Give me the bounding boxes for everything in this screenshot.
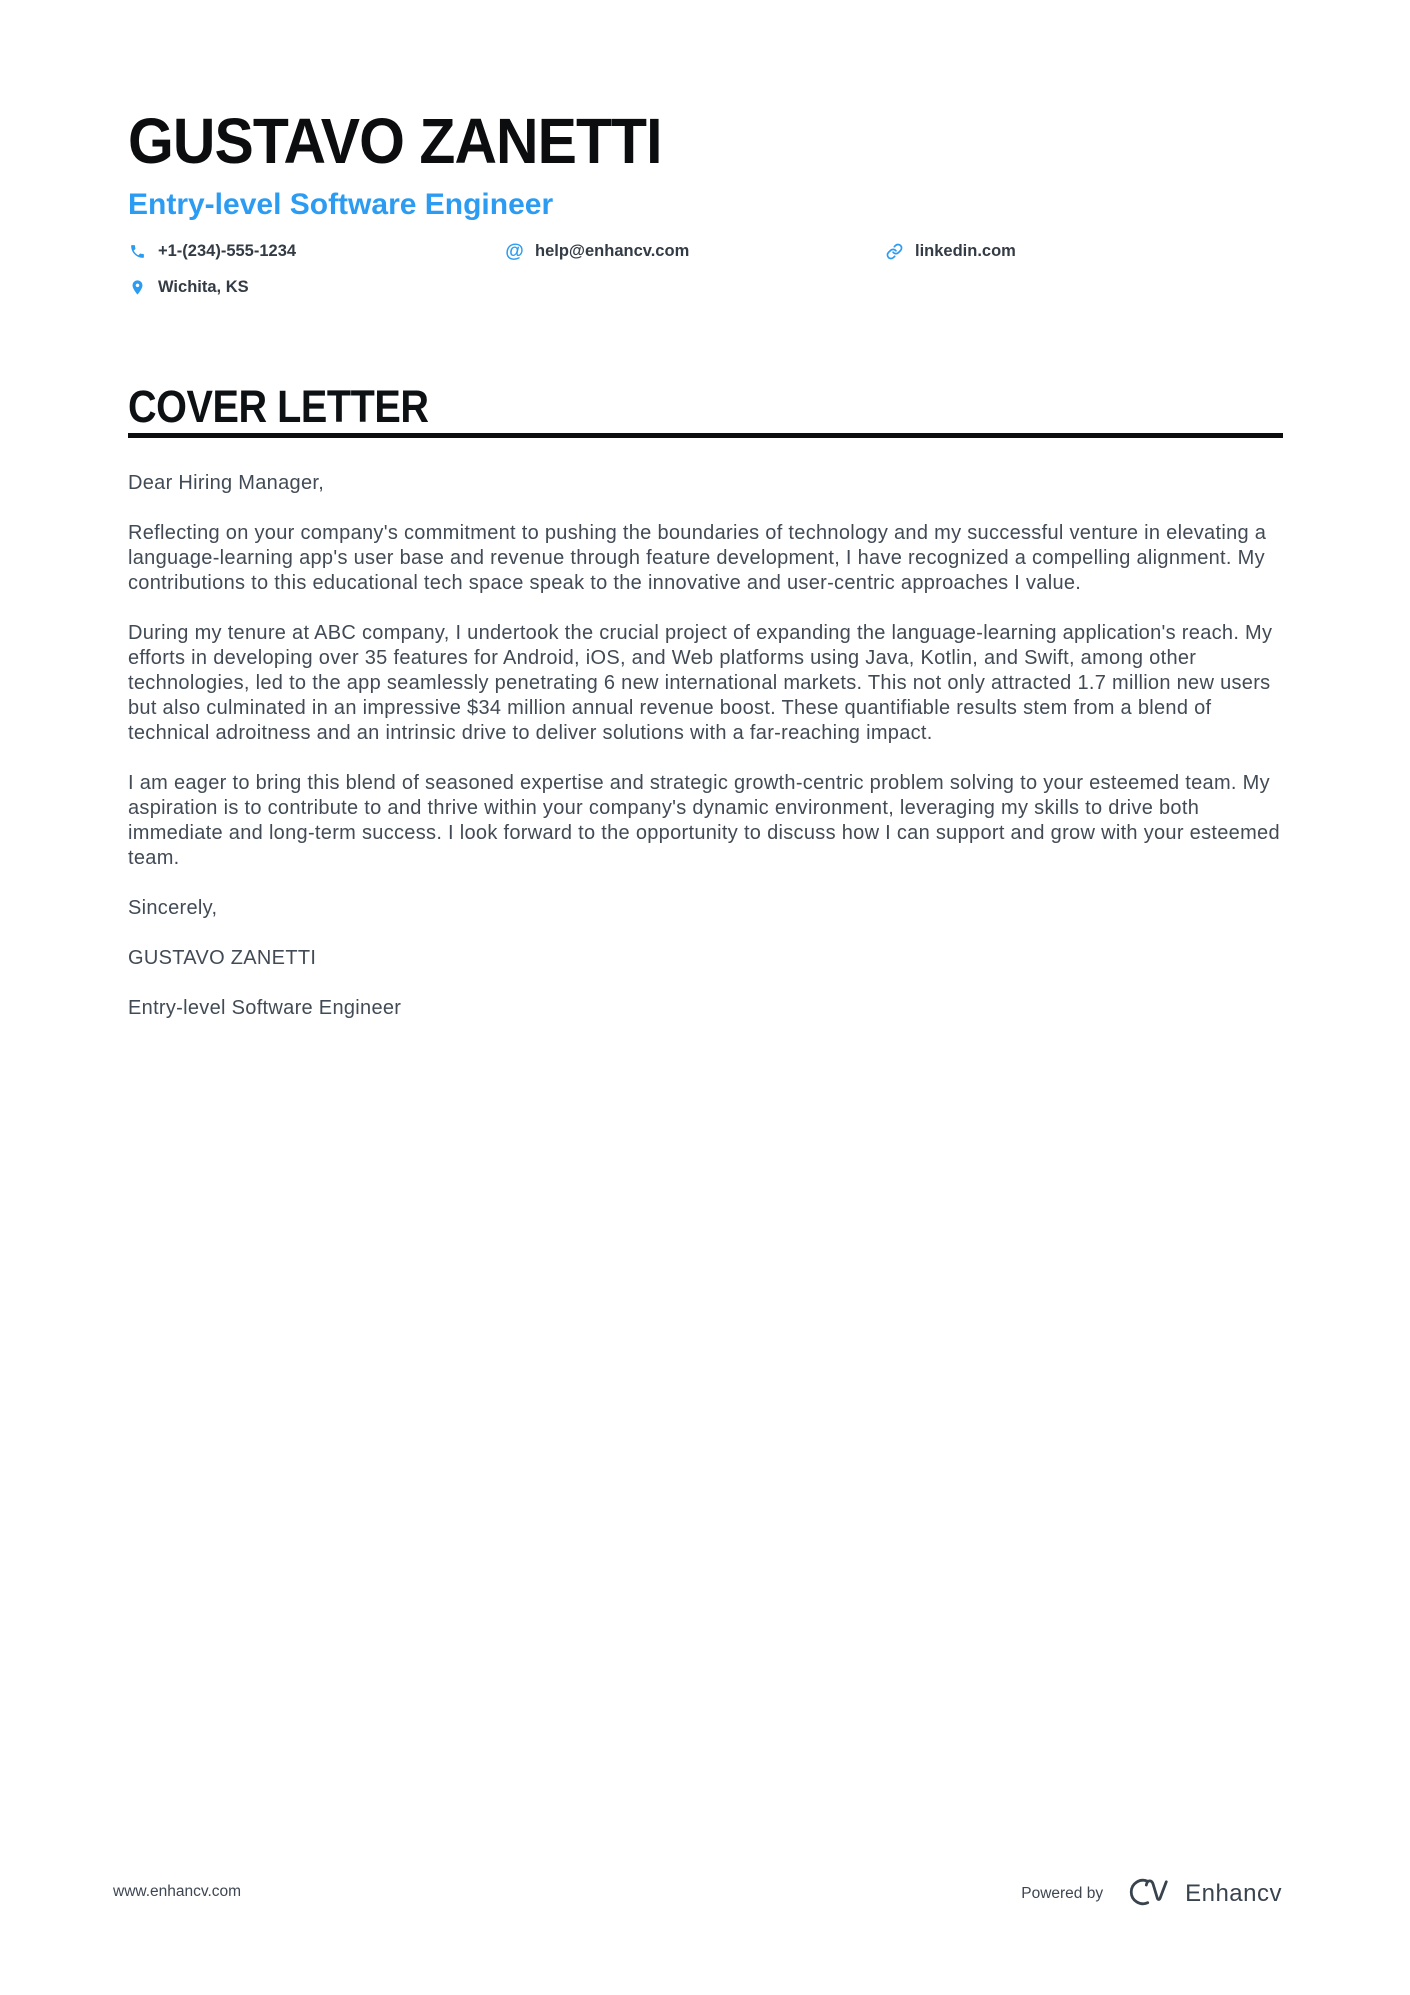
phone-contact <box>128 236 505 266</box>
signature-title: Entry-level Software Engineer <box>128 997 402 1019</box>
powered-by-group <box>1021 1868 1282 1920</box>
letter-body <box>128 471 1283 1021</box>
email-address[interactable]: help@enhancv.com <box>535 241 690 260</box>
location-text: Wichita, KS <box>158 277 249 296</box>
powered-by-label: Powered by <box>1021 1885 1104 1902</box>
section-heading: COVER LETTER <box>128 381 429 432</box>
enhancv-logo-icon <box>1118 1874 1170 1915</box>
signature-name: GUSTAVO ZANETTI <box>128 947 317 969</box>
paragraph-2: During my tenure at ABC company, I undertook the crucial project of expanding the language-learning application's reach. My efforts in developing over 35 features for Android, iOS, and Web platforms using Java, Kotlin, and Swift, among other technologies, led to the app seamlessly penetrating 6 new international markets. This not only attracted 1.7 million new users but also culminated in an impressive $34 million annual revenue boost. These quantifiable results stem from a blend of technical adroitness and an intrinsic drive to deliver solutions with a far-reaching impact. <box>128 622 1273 744</box>
section-underline <box>128 381 1283 438</box>
at-icon: @ <box>505 240 524 262</box>
paragraph-1: Reflecting on your company's commitment to pushing the boundaries of technology and my successful venture in elevating a language-learning app's user base and revenue through feature development, I have recognized a compelling alignment. My contributions to this educational tech space speak to the innovative and user-centric approaches I value. <box>128 522 1267 594</box>
linkedin-url[interactable]: linkedin.com <box>915 241 1016 260</box>
person-job-title: Entry-level Software Engineer <box>128 188 554 221</box>
page-footer <box>0 1868 1410 1920</box>
linkedin-contact[interactable] <box>885 236 1283 266</box>
location-contact <box>128 272 505 302</box>
contact-list <box>128 236 1283 302</box>
location-icon <box>128 279 147 296</box>
link-icon <box>885 243 904 260</box>
paragraph-3: I am eager to bring this blend of seasoned expertise and strategic growth-centric problem solving to your esteemed team. My aspiration is to contribute to and thrive within your company's dynamic environment, leveraging my skills to drive both immediate and long-term success. I look forward to the opportunity to discuss how I can support and grow with your esteemed team. <box>128 772 1280 869</box>
phone-number: +1-(234)-555-1234 <box>158 241 297 260</box>
email-contact[interactable] <box>505 236 885 266</box>
salutation: Dear Hiring Manager, <box>128 472 325 494</box>
closing: Sincerely, <box>128 897 218 919</box>
phone-icon <box>128 243 147 260</box>
brand-wordmark: Enhancv <box>1185 1880 1282 1907</box>
website-link[interactable]: www.enhancv.com <box>113 1883 242 1900</box>
person-name: GUSTAVO ZANETTI <box>128 105 662 177</box>
